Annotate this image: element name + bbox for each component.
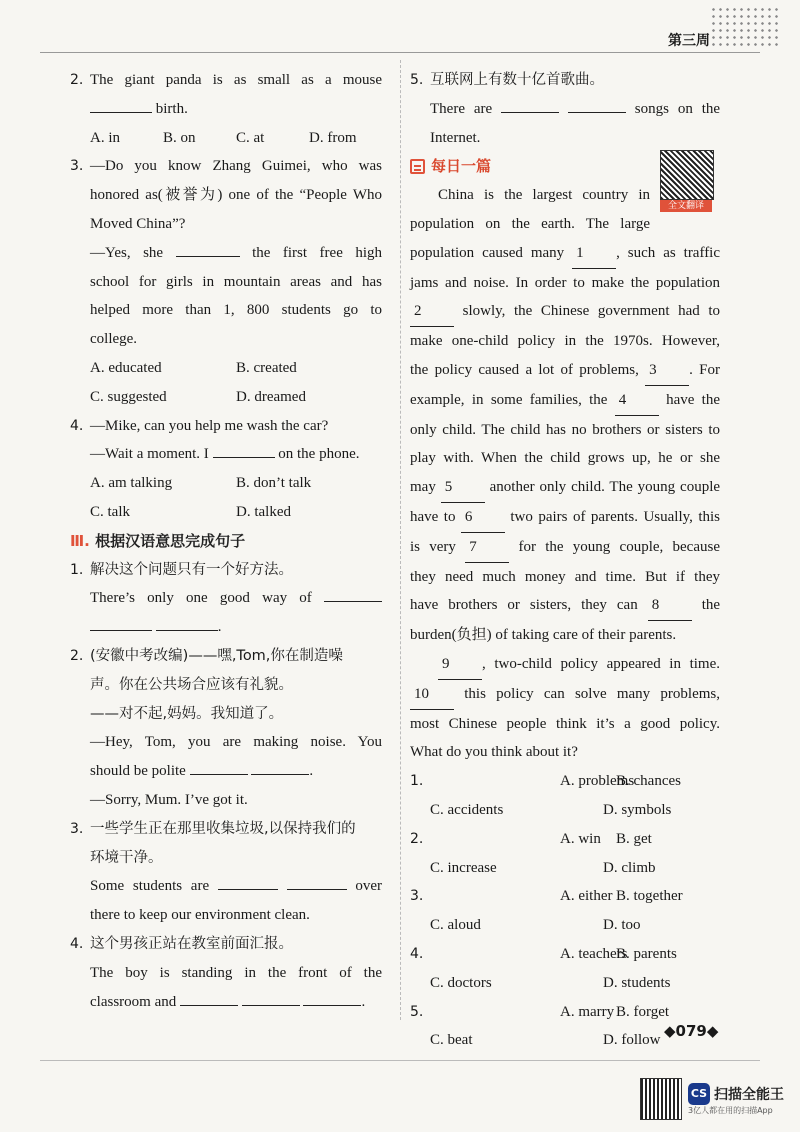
left-column	[70, 66, 382, 1016]
choice-row: C. doctors D. students	[430, 974, 671, 991]
watermark-qr-icon	[640, 1078, 682, 1120]
sentence-5: 5. 互联网上有数十亿首歌曲。 There are songs on the Internet.	[410, 72, 721, 146]
daily-reading-heading: 每日一篇	[410, 152, 720, 181]
passage-blank: 7	[465, 533, 509, 563]
right-column	[410, 66, 720, 1055]
qr-code-icon	[660, 150, 714, 200]
choice-row: 5. A. marry B. forget	[410, 1003, 670, 1020]
passage-blank: 6	[461, 503, 505, 533]
passage-blank: 4	[615, 386, 659, 416]
passage-blank: 10	[410, 680, 454, 710]
choice-row: C. increase D. climb	[430, 859, 656, 876]
sentence-2: 2. (安徽中考改编)——嘿,Tom,你在制造噪 声。你在公共场合应该有礼貌。 ——对不起,妈妈。我知道了。 —Hey, Tom, you are making noise. You should be polite . —Sorry, Mum. I’ve got it.	[70, 647, 382, 808]
question-4: 4. —Mike, can you help me wash the car? —Wait a moment. I on the phone. A. am talking B. don’t talk C. talk D. talked	[70, 417, 360, 520]
sentence-3: 3. 一些学生正在那里收集垃圾,以保持我们的 环境干净。 Some students are over there to keep our environment clean.	[70, 820, 383, 924]
camscanner-logo-icon: CS	[688, 1083, 710, 1105]
choice-row: C. aloud D. too	[430, 917, 641, 934]
sentence-1: 1. 解决这个问题只有一个好方法。 There’s only one good way of .	[70, 556, 382, 642]
answer-blank[interactable]	[176, 240, 240, 257]
passage-blank: 9	[438, 650, 482, 680]
answer-blank[interactable]	[251, 758, 309, 775]
reading-passage-body: population caused many 1 , such as traffic jams and noise. In order to make the population 2 slowly, the Chinese government had to make one-child policy in the 1970s. However, the policy caused a lot of problems, 3 . For example, in some families, the 4 have the only child. The child has no brothers or sisters to play with. When the child grows up, he or she may 5 another only child. The young couple have to 6 two pairs of parents. Usually, this is very 7 for the young couple, because they need much money and time. But if they have brothers or sisters, they can 8 the burden(负担) of taking care of their parents. 9 , two-child policy appeared in time. 10 this policy can solve many problems, most Chinese people think it’s a good policy. What do you think about it?	[410, 239, 720, 767]
passage-blank: 5	[441, 473, 485, 503]
multiple-choice-list	[410, 767, 720, 1055]
answer-blank[interactable]	[180, 989, 238, 1006]
answer-blank[interactable]	[90, 96, 152, 113]
options: A. in B. on C. at D. from	[90, 129, 357, 146]
answer-blank[interactable]	[287, 873, 347, 890]
header-rule	[40, 52, 760, 53]
answer-blank[interactable]	[156, 614, 218, 631]
answer-blank[interactable]	[324, 585, 382, 602]
scanner-watermark: CS 扫描全能王 3亿人都在用的扫描App	[640, 1078, 784, 1120]
section-heading: Ⅲ. 根据汉语意思完成句子	[70, 531, 246, 550]
answer-blank[interactable]	[213, 441, 275, 458]
answer-blank[interactable]	[242, 989, 300, 1006]
page-header	[40, 0, 800, 52]
passage-blank: 3	[645, 356, 689, 386]
answer-blank[interactable]	[90, 614, 152, 631]
reading-passage: China is the largest country in population on the earth. The large	[410, 187, 650, 232]
question-2: 2. The giant panda is as small as a mouse birth. A. in B. on C. at D. from	[70, 66, 382, 152]
choice-row: 3. A. either B. together	[410, 888, 683, 905]
answer-blank[interactable]	[303, 989, 361, 1006]
choice-row: 4. A. teachers B. parents	[410, 945, 677, 962]
passage-blank: 1	[572, 239, 616, 269]
answer-blank[interactable]	[190, 758, 248, 775]
column-divider	[400, 60, 401, 1020]
answer-blank[interactable]	[218, 873, 278, 890]
choice-row: C. beat D. follow	[430, 1032, 661, 1049]
week-label: 第三周	[668, 33, 710, 49]
choice-row: C. accidents D. symbols	[430, 801, 672, 818]
footer-rule	[40, 1060, 760, 1061]
answer-blank[interactable]	[568, 96, 626, 113]
page-number: ◆079◆	[664, 1022, 719, 1040]
sentence-4: 4. 这个男孩正站在教室前面汇报。 The boy is standing in the front of the classroom and .	[70, 935, 382, 1010]
choice-row: 1. A. problems B. chances	[410, 773, 681, 790]
reading-icon	[410, 159, 425, 174]
passage-blank: 8	[648, 591, 692, 621]
answer-blank[interactable]	[501, 96, 559, 113]
header-dot-pattern	[710, 6, 780, 50]
translation-qr-code[interactable]: 全文翻译	[660, 150, 712, 210]
passage-blank: 2	[410, 297, 454, 327]
question-3: 3. —Do you know Zhang Guimei, who was honored as(被誉为) one of the “People Who Moved China”? —Yes, she the first free high school for girls in mountain areas and has helped more than 1, 800 students go to college. A. educated B. created C. suggested D. dreamed	[70, 158, 383, 405]
choice-row: 2. A. win B. get	[410, 830, 652, 847]
